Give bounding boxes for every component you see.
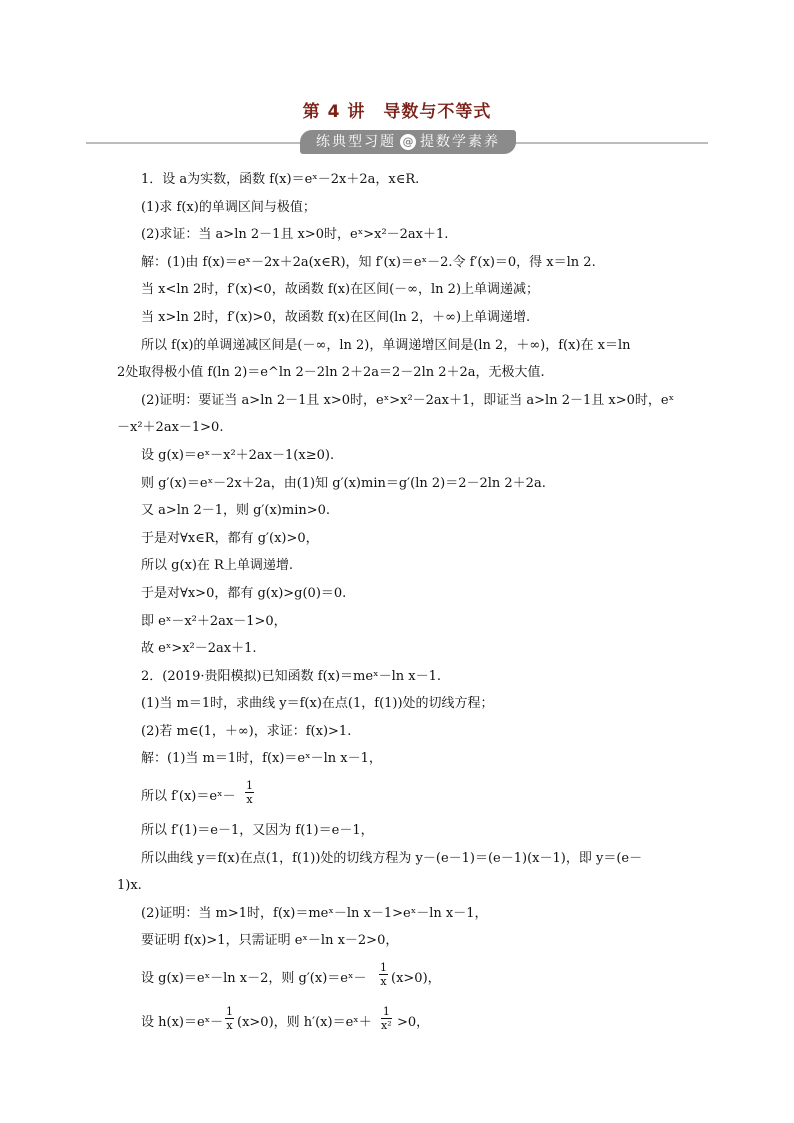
text-line: 于是对∀x>0，都有 g(x)>g(0)＝0. [141, 585, 347, 601]
fraction-numerator: 1 [226, 1005, 233, 1019]
fraction-numerator: 1 [246, 779, 253, 793]
text-line: 解：(1)由 f(x)＝eˣ－2x＋2a(x∈R)，知 f′(x)＝eˣ－2.令 f′(x)＝0，得 x＝ln 2. [141, 254, 596, 270]
equation-text: >0， [397, 1015, 430, 1031]
fraction-one-over-x [245, 779, 254, 806]
fraction-denominator: x [226, 1019, 233, 1033]
text-line: (2)若 m∈(1，＋∞)，求证：f(x)>1. [141, 723, 352, 739]
text-line: (1)求 f(x)的单调区间与极值； [141, 199, 316, 215]
fraction-denominator: x² [381, 1019, 392, 1033]
problem-2-statement: 2．(2019·贵阳模拟)已知函数 f(x)＝meˣ－ln x－1. [141, 668, 441, 684]
equation-text: (x>0)， [391, 971, 441, 987]
equation-text: 设 g(x)＝eˣ－ln x－2，则 g′(x)＝eˣ－ [141, 971, 367, 987]
text-line: 1)x. [117, 878, 142, 894]
equation-line [117, 955, 683, 999]
badge-icon: @ [400, 134, 416, 150]
text-line: 故 eˣ>x²－2ax＋1. [141, 641, 257, 657]
text-line: 要证明 f(x)>1，只需证明 eˣ－ln x－2>0， [141, 933, 399, 949]
text-line: 则 g′(x)＝eˣ－2x＋2a，由(1)知 g′(x)min＝g′(ln 2)＝2－2ln 2＋2a. [141, 475, 546, 491]
fraction-one-over-x-squared [381, 1005, 392, 1032]
document-body [117, 166, 683, 1043]
banner-left-text: 练典型习题 [316, 134, 396, 150]
fraction-one-over-x [225, 1005, 234, 1032]
text-line: 解：(1)当 m＝1时，f(x)＝eˣ－ln x－1， [141, 751, 382, 767]
equation-text: (x>0)，则 h′(x)＝eˣ＋ [237, 1015, 372, 1031]
text-line: 即 eˣ－x²＋2ax－1>0， [141, 613, 287, 629]
equation-text: 所以 f′(x)＝eˣ－ [141, 789, 236, 805]
fraction-one-over-x [379, 961, 388, 988]
text-line: (2)证明：要证当 a>ln 2－1且 x>0时，eˣ>x²－2ax＋1，即证当 a>ln 2－1且 x>0时，eˣ [141, 392, 675, 408]
text-line: 所以曲线 y＝f(x)在点(1，f(1))处的切线方程为 y－(e－1)＝(e－1)(x－1)，即 y＝(e－ [141, 850, 643, 866]
banner-right-text: 提数学素养 [420, 134, 500, 150]
text-line: 设 g(x)＝eˣ－x²＋2ax－1(x≥0). [141, 447, 335, 463]
problem-1-statement: 1．设 a为实数，函数 f(x)＝eˣ－2x＋2a，x∈R. [141, 172, 420, 187]
text-line: 又 a>ln 2－1，则 g′(x)min>0. [141, 503, 331, 519]
text-line: 当 x>ln 2时，f′(x)>0，故函数 f(x)在区间(ln 2，＋∞)上单调递增. [141, 309, 531, 325]
fraction-denominator: x [246, 793, 253, 807]
text-line: 于是对∀x∈R，都有 g′(x)>0， [141, 530, 319, 546]
text-line: 2处取得极小值 f(ln 2)＝e^ln 2－2ln 2＋2a＝2－2ln 2＋2a，无极大值. [117, 365, 545, 381]
equation-text: 设 h(x)＝eˣ－ [141, 1015, 224, 1031]
section-banner [86, 130, 708, 156]
text-line: (1)当 m＝1时，求曲线 y＝f(x)在点(1，f(1))处的切线方程； [141, 696, 494, 712]
banner-label [300, 130, 516, 154]
equation-line [117, 999, 683, 1043]
text-line: 所以 f′(1)＝e－1，又因为 f(1)＝e－1， [141, 823, 374, 839]
text-line: －x²＋2ax－1>0. [117, 420, 224, 436]
text-line: (2)求证：当 a>ln 2－1且 x>0时，eˣ>x²－2ax＋1. [141, 227, 449, 243]
text-line: 所以 f(x)的单调递减区间是(－∞，ln 2)，单调递增区间是(ln 2，＋∞)，f(x)在 x＝ln [141, 337, 631, 353]
text-line: 当 x<ln 2时，f′(x)<0，故函数 f(x)在区间(－∞，ln 2)上单调递减； [141, 282, 540, 298]
fraction-numerator: 1 [382, 1005, 390, 1019]
equation-line [117, 773, 683, 817]
fraction-denominator: x [380, 975, 387, 989]
fraction-numerator: 1 [380, 961, 387, 975]
page-title: 第 4 讲 导数与不等式 [302, 102, 492, 122]
text-line: 所以 g(x)在 R上单调递增. [141, 558, 293, 574]
text-line: (2)证明：当 m>1时，f(x)＝meˣ－ln x－1>eˣ－ln x－1， [141, 905, 488, 921]
